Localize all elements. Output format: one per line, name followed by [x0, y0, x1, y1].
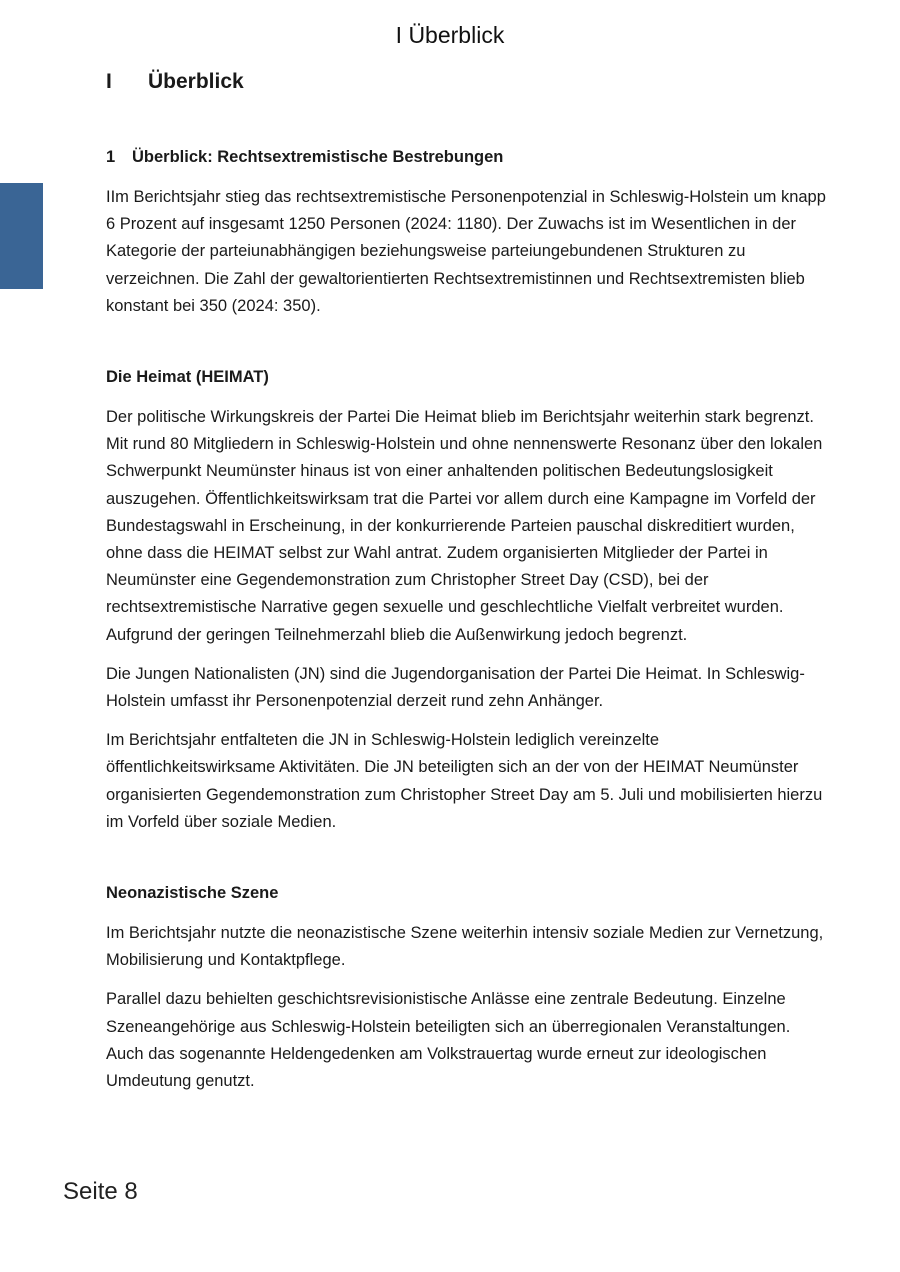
chapter-heading	[106, 66, 830, 98]
running-header: I Überblick	[395, 22, 505, 48]
heimat-heading: Die Heimat (HEIMAT)	[106, 368, 269, 387]
heimat-paragraph-3: Im Berichtsjahr entfalteten die JN in Schleswig-Holstein lediglich vereinzelte öffentlichkeitswirksame Aktivitäten. Die JN beteiligten sich an der von der HEIMAT Neumünster organisierten Gegendemonstration zum Christopher Street Day am 5. Juli und mobilisierten hierzu im Vorfeld über soziale Medien.	[106, 731, 823, 831]
page-content	[106, 66, 830, 1095]
section-number: 1	[106, 148, 116, 166]
section-heading	[106, 144, 830, 170]
page-number: Seite 8	[63, 1178, 138, 1205]
neonazi-heading: Neonazistische Szene	[106, 884, 279, 903]
heimat-paragraph-2: Die Jungen Nationalisten (JN) sind die Jugendorganisation der Partei Die Heimat. In Schleswig-Holstein umfasst ihr Personenpotenzial derzeit rund zehn Anhänger.	[106, 664, 805, 711]
section-title: Überblick: Rechtsextremistische Bestrebungen	[132, 148, 504, 166]
chapter-number: I	[106, 70, 112, 93]
chapter-title: Überblick	[148, 70, 244, 93]
neonazi-paragraph-1: Im Berichtsjahr nutzte die neonazistische Szene weiterhin intensiv soziale Medien zur Vernetzung, Mobilisierung und Kontaktpflege.	[106, 924, 824, 970]
heimat-paragraph-1: Der politische Wirkungskreis der Partei Die Heimat blieb im Berichtsjahr weiterhin stark begrenzt. Mit rund 80 Mitgliedern in Schleswig-Holstein und ohne nennenswerte Resonanz über den lokalen Schwerpunkt Neumünster hinaus ist von einer anhaltenden politischen Bedeutungslosigkeit auszugehen. Öffentlichkeitswirksam trat die Partei vor allem durch eine Kampagne im Vorfeld der Bundestagswahl in Erscheinung, in der konkurrierende Parteien pauschal diskreditiert wurden, ohne dass die HEIMAT selbst zur Wahl antrat. Zudem organisierten Mitglieder der Partei in Neumünster eine Gegendemonstration zum Christopher Street Day (CSD), bei der rechtsextremistische Narrative gegen sexuelle und geschlechtliche Vielfalt verbreitet wurden. Aufgrund der geringen Teilnehmerzahl blieb die Außenwirkung jedoch begrenzt.	[106, 408, 823, 644]
neonazi-paragraph-2: Parallel dazu behielten geschichtsrevisionistische Anlässe eine zentrale Bedeutung. Einzelne Szeneangehörige aus Schleswig-Holstein beteiligten sich an überregionalen Veranstaltungen. Auch das sogenannte Heldengedenken am Volkstrauertag wurde erneut zur ideologischen Umdeutung genutzt.	[106, 990, 791, 1091]
section-paragraph: IIm Berichtsjahr stieg das rechtsextremistische Personenpotenzial in Schleswig-Holstein um knapp 6 Prozent auf insgesamt 1250 Personen (2024: 1180). Der Zuwachs ist im Wesentlichen in der Kategorie der parteiunabhängigen beziehungsweise parteiungebundenen Strukturen zu verzeichnen. Die Zahl der gewaltorientierten Rechtsextremistinnen und Rechtsextremisten blieb konstant bei 350 (2024: 350).	[106, 188, 826, 315]
chapter-side-tab	[0, 183, 43, 289]
